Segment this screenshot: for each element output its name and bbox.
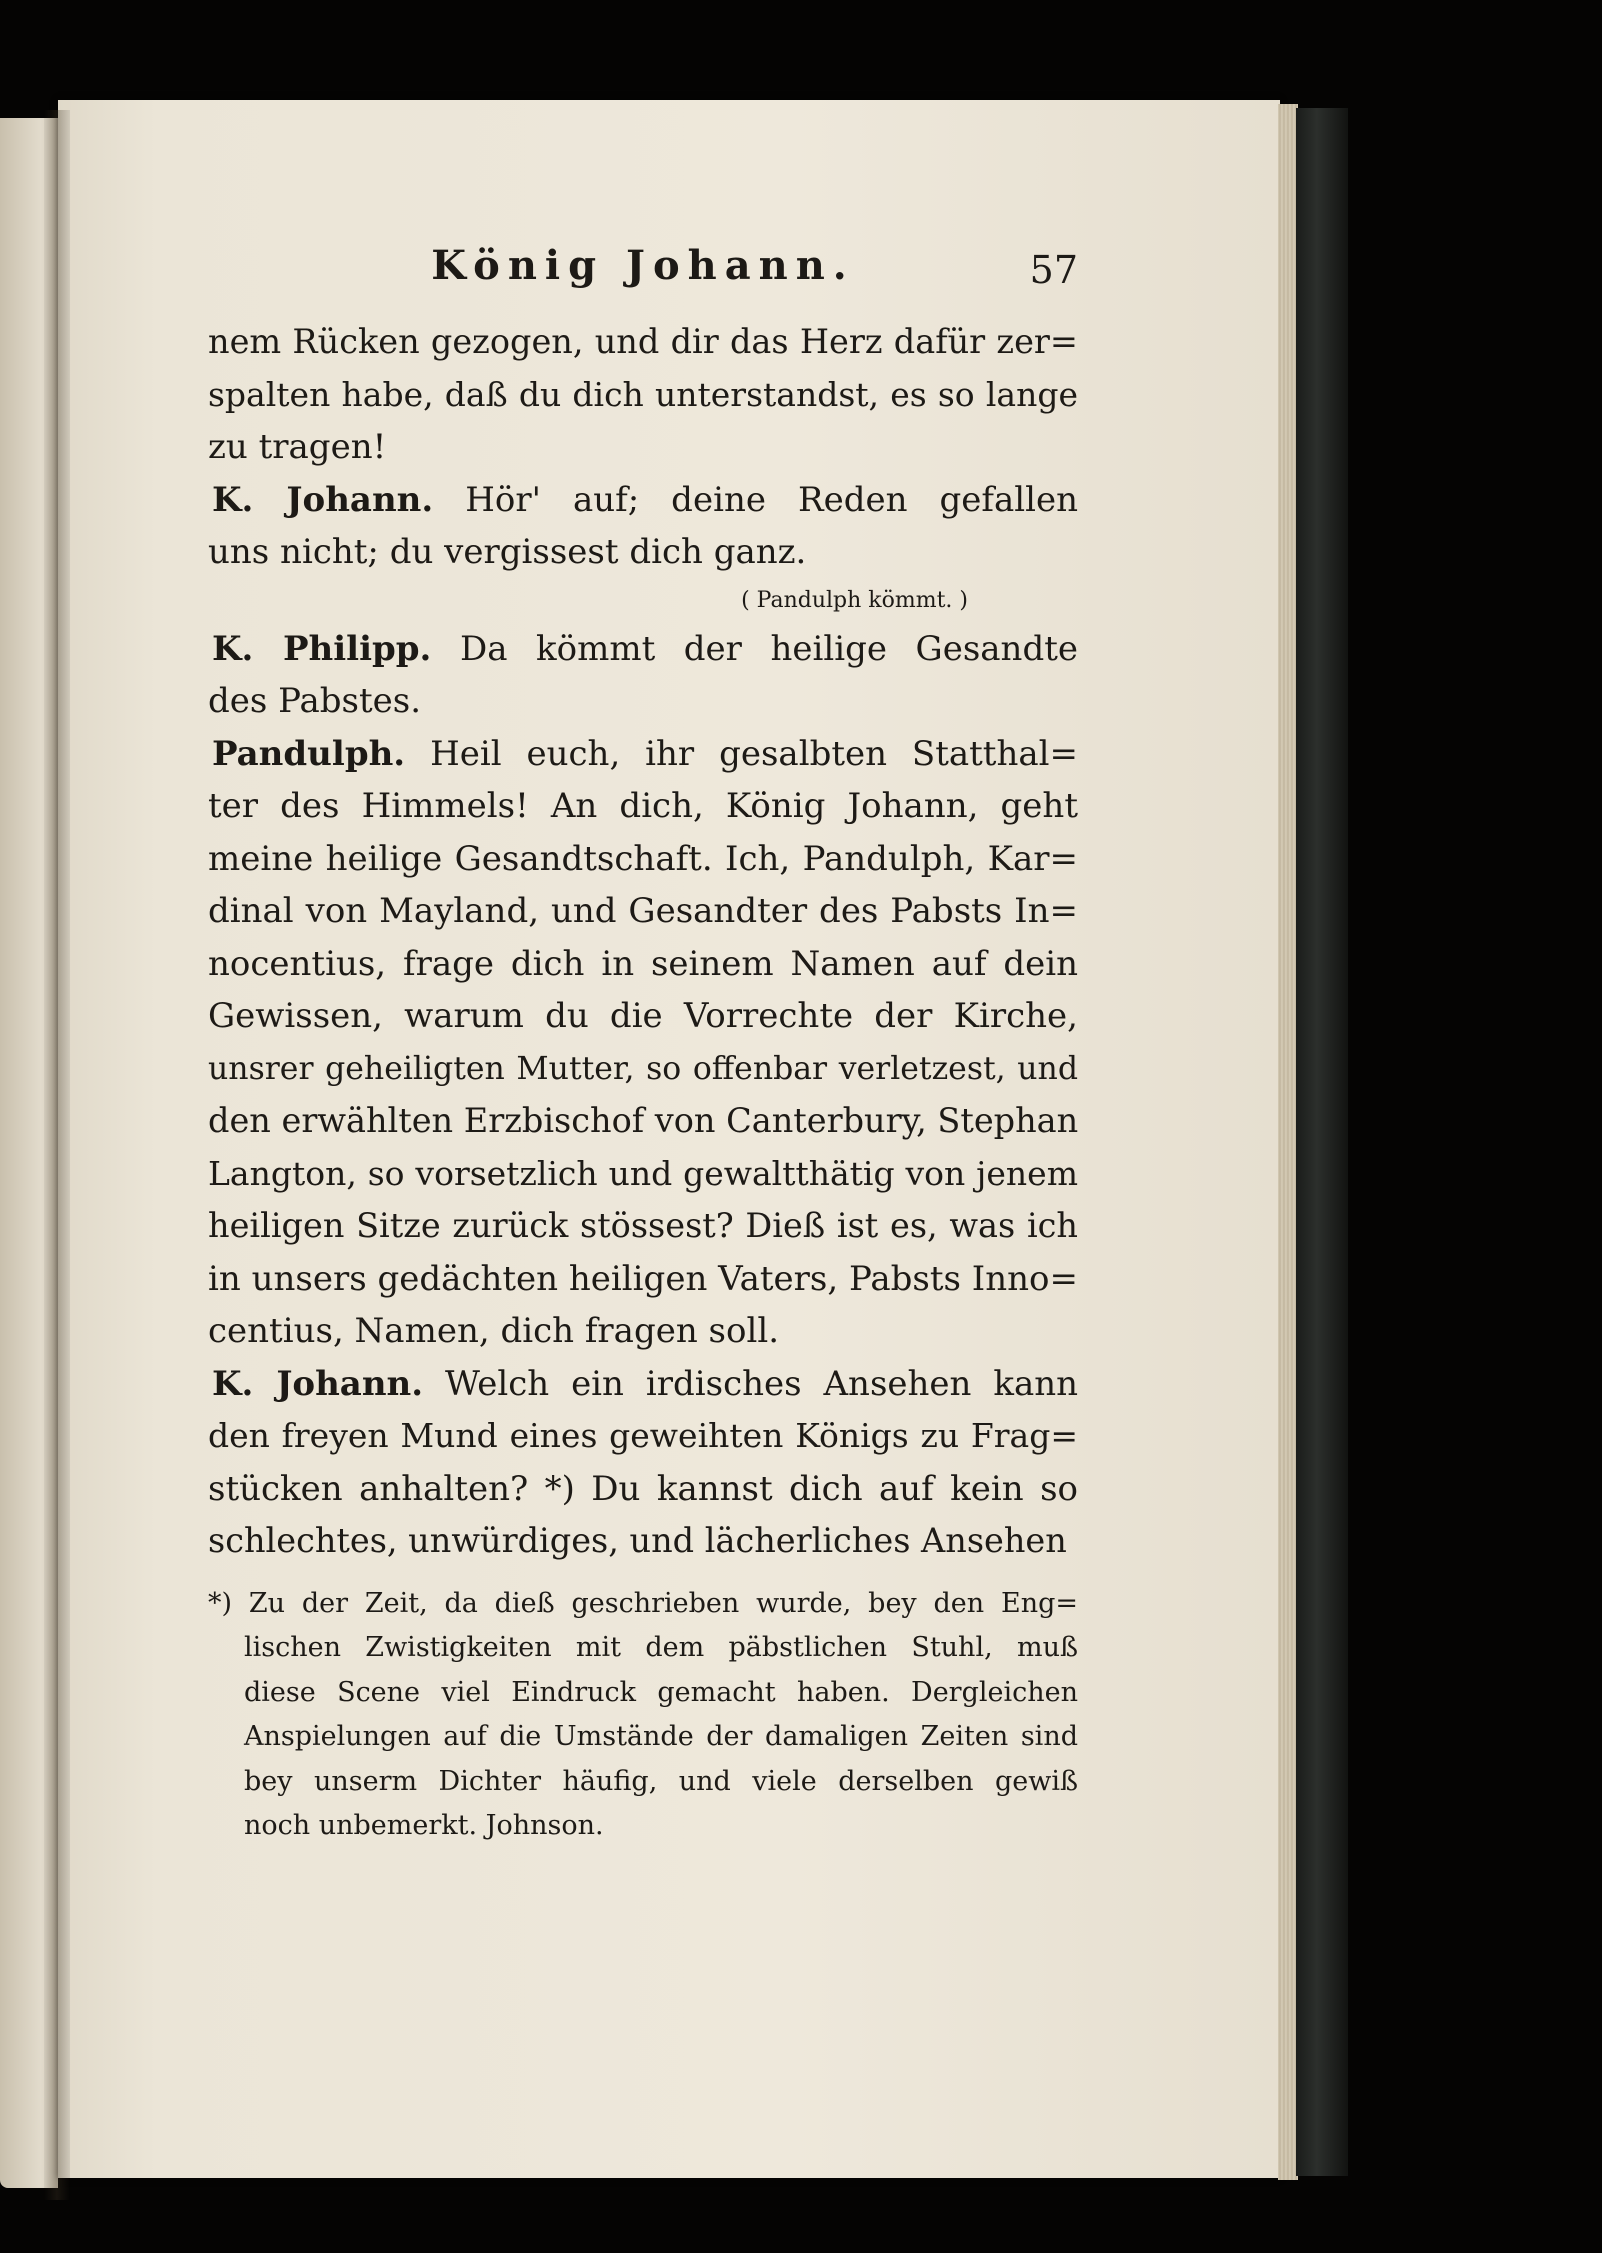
footnote-line: *) Zu der Zeit, da dieß geschrieben wurde, bey den Eng= (208, 1587, 1078, 1619)
line-text: Gewissen, warum du die Vorrechte der Kirche, (208, 996, 1078, 1036)
line-text: Heil euch, ihr gesalbten Statthal= (430, 733, 1078, 774)
line-text: spalten habe, daß du dich unterstandst, es so lange (208, 374, 1078, 414)
text-line (208, 990, 1078, 1043)
line-text: nem Rücken gezogen, und dir das Herz dafür zer= (208, 322, 1078, 361)
stage-direction: ( Pandulph kömmt. ) (741, 587, 968, 613)
speaker-name: K. Johann. (212, 1363, 424, 1404)
line-text: Da kömmt der heilige Gesandte (459, 628, 1078, 669)
footnote-line: lischen Zwistigkeiten mit dem päbstlichen Stuhl, muß (244, 1632, 1078, 1663)
line-text: centius, Namen, dich fragen soll. (208, 1311, 780, 1351)
line-text: nocentius, frage dich in seinem Namen auf dein (208, 943, 1078, 984)
line-text: Langton, so vorsetzlich und gewaltthätig von jenem (208, 1153, 1078, 1193)
line-text: den erwählten Erzbischof von Canterbury, Stephan (208, 1101, 1079, 1140)
line-text: schlechtes, unwürdiges, und lächerliches Ansehen (208, 1521, 1067, 1560)
text-line (208, 421, 1078, 474)
text-line (208, 1200, 1078, 1253)
text-line (208, 623, 1078, 676)
spine-gutter (44, 110, 70, 2200)
text-line (208, 938, 1078, 991)
speaker-name: K. Johann. (212, 479, 434, 520)
text-line (208, 728, 1078, 781)
line-text: Hör' auf; deine Reden gefallen (465, 479, 1078, 520)
text-line (208, 833, 1078, 886)
page-header (208, 242, 1078, 316)
text-line (208, 474, 1078, 527)
book-cover-edge (1296, 108, 1348, 2176)
text-line (208, 675, 1078, 728)
line-text: den freyen Mund eines geweihten Königs zu Frag= (208, 1416, 1078, 1455)
footnote-line: Anspielungen auf die Umstände der damaligen Zeiten sind (244, 1721, 1078, 1752)
line-text: Welch ein irdisches Ansehen kann (445, 1363, 1079, 1404)
page-edges (1278, 104, 1298, 2180)
text-line (208, 885, 1078, 938)
line-text: des Pabstes. (208, 681, 422, 721)
text-line (208, 316, 1078, 369)
text-line (208, 1358, 1078, 1411)
line-text: dinal von Mayland, und Gesandter des Pabsts In= (208, 891, 1078, 931)
footnote-line: diese Scene viel Eindruck gemacht haben. Dergleichen (244, 1676, 1078, 1708)
line-text: heiligen Sitze zurück stössest? Dieß ist es, was ich (208, 1206, 1078, 1245)
page-number: 57 (1029, 248, 1078, 292)
footnote (208, 1582, 1078, 1849)
text-line (208, 1253, 1078, 1306)
text-line (208, 1095, 1078, 1148)
text-line (208, 1305, 1078, 1358)
footnote-line: bey unserm Dichter häufig, und viele derselben gewiß (244, 1765, 1078, 1797)
text-line (208, 780, 1078, 833)
footnote-line: noch unbemerkt. Johnson. (244, 1810, 604, 1841)
text-line (208, 1148, 1078, 1201)
text-line (208, 369, 1078, 422)
line-text: meine heilige Gesandtschaft. Ich, Pandulph, Kar= (208, 838, 1078, 879)
running-title: König Johann. (431, 242, 855, 289)
line-text: stücken anhalten? *) Du kannst dich auf kein so (208, 1468, 1078, 1509)
text-line (208, 526, 1078, 579)
text-line (208, 1463, 1078, 1516)
line-text: in unsers gedächten heiligen Vaters, Pabsts Inno= (208, 1258, 1078, 1299)
line-text: unsrer geheiligten Mutter, so offenbar verletzest, und (208, 1050, 1078, 1087)
line-text: ter des Himmels! An dich, König Johann, geht (208, 786, 1078, 826)
speaker-name: K. Philipp. (212, 628, 432, 669)
text-line (208, 1410, 1078, 1463)
text-line (208, 1515, 1078, 1568)
text-line (208, 1043, 1078, 1096)
speaker-name: Pandulph. (212, 733, 406, 774)
text-block (208, 242, 1078, 1849)
body-text (208, 316, 1078, 1568)
line-text: uns nicht; du vergissest dich ganz. (208, 532, 807, 572)
line-text: zu tragen! (208, 427, 387, 467)
